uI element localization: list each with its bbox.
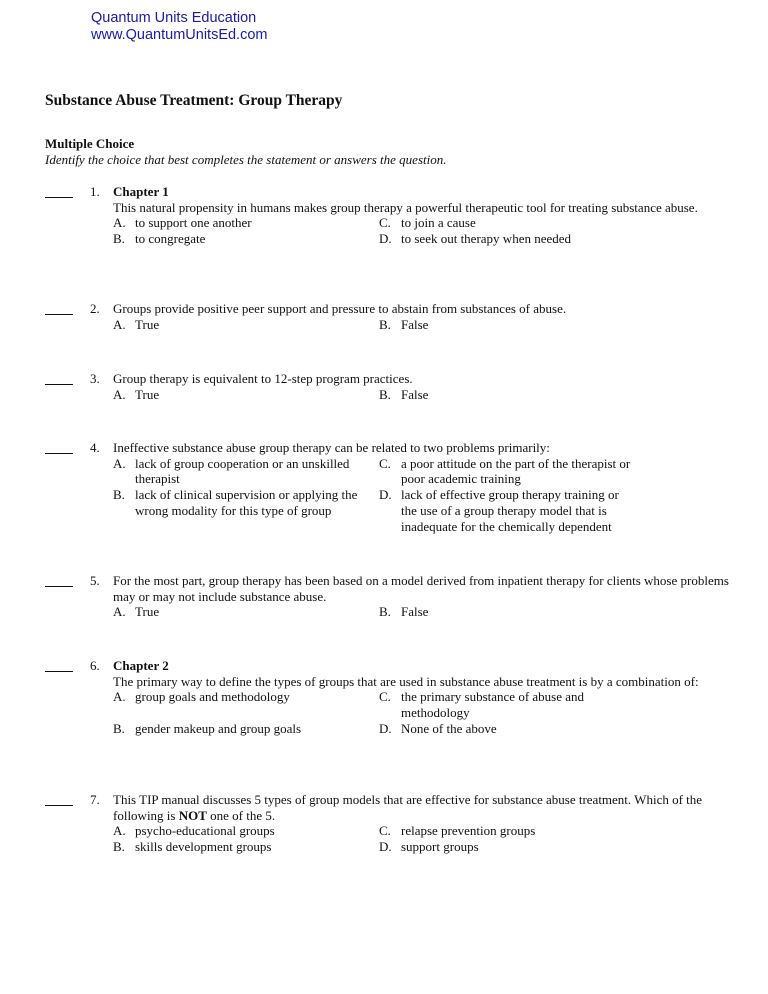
answer-blank[interactable] xyxy=(45,301,73,315)
question-text: Ineffective substance abuse group therapy can be related to two problems primarily: xyxy=(113,440,550,455)
choice-d: D. lack of effective group therapy training or the use of a group therapy model that is inadequate for the chemically dependent xyxy=(379,487,619,534)
answer-blank[interactable] xyxy=(45,658,73,672)
emphasis-not: NOT xyxy=(178,807,207,823)
choices xyxy=(113,823,735,854)
section-header xyxy=(45,136,446,168)
choices xyxy=(113,387,735,403)
question-1 xyxy=(45,184,735,247)
question-number: 3. xyxy=(90,371,100,386)
choices xyxy=(113,604,735,620)
choice-a: A. True xyxy=(113,386,160,402)
page-title: Substance Abuse Treatment: Group Therapy xyxy=(45,92,343,109)
choice-c: C. a poor attitude on the part of the therapist or poor academic training xyxy=(379,455,631,487)
choice-b: B. False xyxy=(379,604,429,620)
choice-c: C. the primary substance of abuse and methodology xyxy=(379,689,585,721)
choice-b: B. lack of clinical supervision or applying the wrong modality for this type of group xyxy=(113,487,358,518)
choice-a: A. lack of group cooperation or an unskilled therapist xyxy=(113,455,350,487)
question-number: 4. xyxy=(90,440,100,455)
question-6 xyxy=(45,658,735,737)
question-text: This natural propensity in humans makes group therapy a powerful therapeutic tool for treating substance abuse. xyxy=(113,199,698,215)
answer-blank[interactable] xyxy=(45,440,73,454)
answer-blank[interactable] xyxy=(45,184,73,198)
org-url: www.QuantumUnitsEd.com xyxy=(91,27,268,43)
choice-a: A. psycho-educational groups xyxy=(113,823,275,839)
question-text: The primary way to define the types of groups that are used in substance abuse treatment is by a combination of: xyxy=(113,673,699,689)
answer-blank[interactable] xyxy=(45,792,73,806)
question-text: This TIP manual discusses 5 types of group models that are effective for substance abuse treatment. Which of the following is NOT one of the 5. xyxy=(113,792,703,823)
question-text: Group therapy is equivalent to 12-step program practices. xyxy=(113,371,413,386)
question-number: 1. xyxy=(90,184,100,199)
question-4 xyxy=(45,440,735,534)
choices xyxy=(113,456,735,535)
choice-b: B. gender makeup and group goals xyxy=(113,720,302,736)
question-5 xyxy=(45,573,735,620)
org-name: Quantum Units Education xyxy=(91,10,257,26)
question-2 xyxy=(45,301,735,332)
choice-b: B. False xyxy=(379,316,429,332)
question-number: 6. xyxy=(90,658,100,673)
question-number: 7. xyxy=(90,792,100,807)
question-3 xyxy=(45,371,735,402)
choice-a: A. True xyxy=(113,604,160,620)
choice-d: D. None of the above xyxy=(379,720,497,736)
choice-d: D. support groups xyxy=(379,839,479,855)
choices xyxy=(113,215,735,246)
question-number: 5. xyxy=(90,573,100,588)
section-heading: Multiple Choice xyxy=(45,136,135,151)
choices xyxy=(113,689,735,736)
choice-a: A. to support one another xyxy=(113,215,252,231)
choice-c: C. relapse prevention groups xyxy=(379,823,536,839)
choice-d: D. to seek out therapy when needed xyxy=(379,231,572,247)
answer-blank[interactable] xyxy=(45,573,73,587)
question-number: 2. xyxy=(90,301,100,316)
chapter-label: Chapter 1 xyxy=(113,184,169,199)
choice-a: A. True xyxy=(113,316,160,332)
question-text: For the most part, group therapy has been based on a model derived from inpatient therapy for clients whose problems may or may not include substance abuse. xyxy=(113,573,729,604)
answer-blank[interactable] xyxy=(45,371,73,385)
chapter-label: Chapter 2 xyxy=(113,658,169,673)
choice-b: B. skills development groups xyxy=(113,839,272,855)
question-text: Groups provide positive peer support and pressure to abstain from substances of abuse. xyxy=(113,301,567,316)
choice-b: B. False xyxy=(379,386,429,402)
section-instructions: Identify the choice that best completes the statement or answers the question. xyxy=(45,152,447,167)
choices xyxy=(113,317,735,333)
brand-header xyxy=(91,10,267,44)
choice-a: A. group goals and methodology xyxy=(113,689,290,705)
question-7 xyxy=(45,792,735,855)
choice-c: C. to join a cause xyxy=(379,215,476,231)
choice-b: B. to congregate xyxy=(113,231,206,247)
